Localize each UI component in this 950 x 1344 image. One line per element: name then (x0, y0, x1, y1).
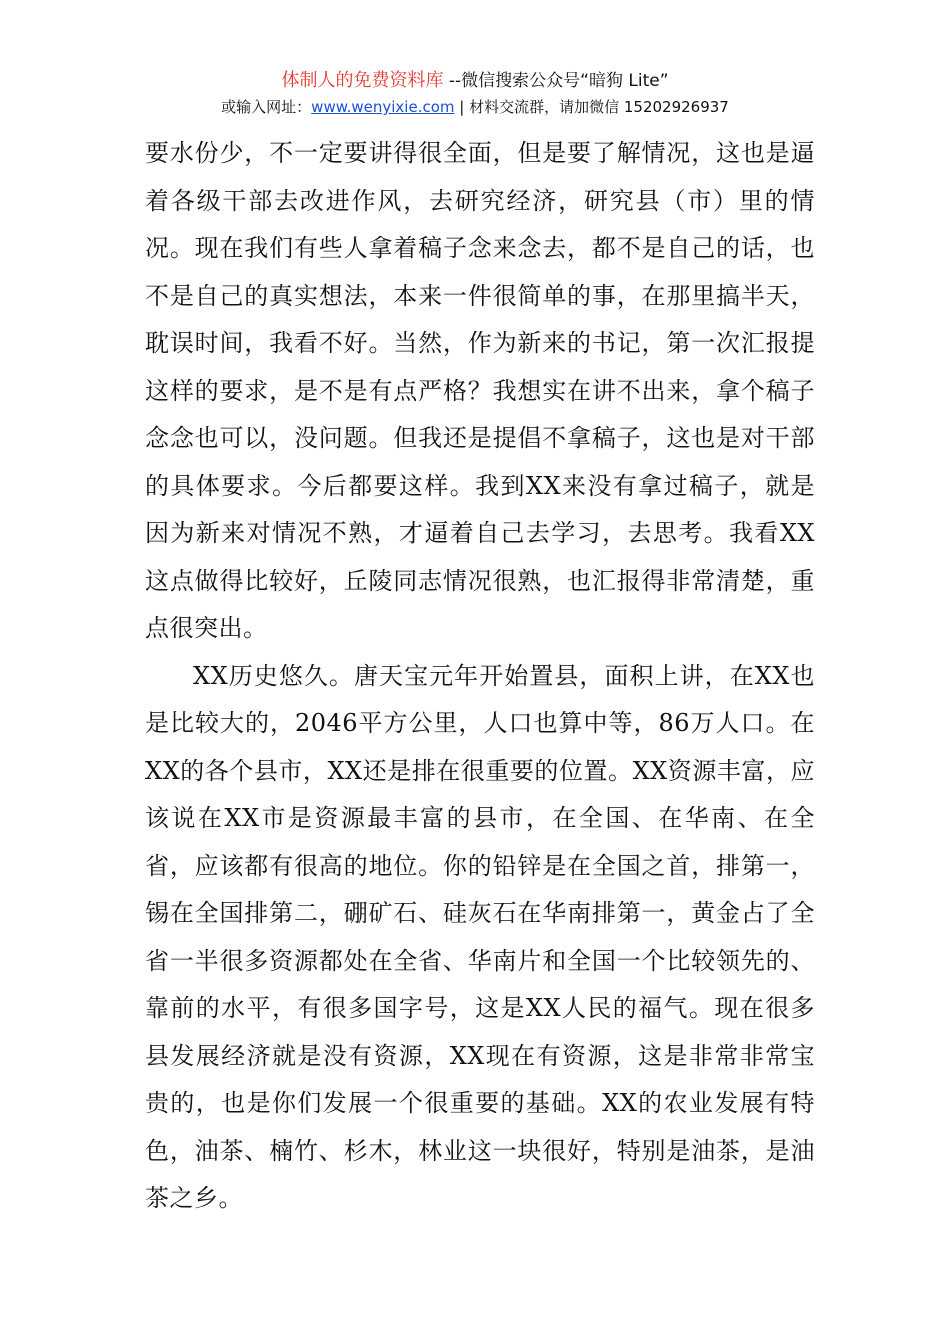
contact-info: 材料交流群，请加微信 15202926937 (469, 98, 729, 116)
url-prefix: 或输入网址： (221, 98, 312, 116)
header-line-1 (0, 68, 950, 94)
header-line-2 (0, 94, 950, 120)
brand-title: 体制人的免费资料库 (281, 70, 444, 91)
document-body (145, 130, 815, 1223)
page-header (0, 68, 950, 120)
header-tagline: --微信搜索公众号“暗狗 Lite” (448, 71, 669, 91)
header-separator: | (454, 98, 470, 116)
website-link[interactable]: www.wenyixie.com (311, 98, 455, 116)
paragraph-2: XX历史悠久。唐天宝元年开始置县，面积上讲，在XX也是比较大的，2046平方公里，人口也算中等，86万人口。在XX的各个县市，XX还是排在很重要的位置。XX资源丰富，应该说在XX市是资源最丰富的县市，在全国、在华南、在全省，应该都有很高的地位。你的铅锌是在全国之首，排第一，锡在全国排第二，硼矿石、硅灰石在华南排第一，黄金占了全省一半很多资源都处在全省、华南片和全国一个比较领先的、靠前的水平，有很多国字号，这是XX人民的福气。现在很多县发展经济就是没有资源，XX现在有资源，这是非常非常宝贵的，也是你们发展一个很重要的基础。XX的农业发展有特色，油茶、楠竹、杉木，林业这一块很好，特别是油茶，是油茶之乡。 (145, 661, 815, 1212)
paragraph-1: 要水份少，不一定要讲得很全面，但是要了解情况，这也是逼着各级干部去改进作风，去研究经济，研究县（市）里的情况。现在我们有些人拿着稿子念来念去，都不是自己的话，也不是自己的真实想法，本来一件很简单的事，在那里搞半天，耽误时间，我看不好。当然，作为新来的书记，第一次汇报提这样的要求，是不是有点严格？我想实在讲不出来，拿个稿子念念也可以，没问题。但我还是提倡不拿稿子，这也是对干部的具体要求。今后都要这样。我到XX来没有拿过稿子，就是因为新来对情况不熟，才逼着自己去学习，去思考。我看XX这点做得比较好，丘陵同志情况很熟，也汇报得非常清楚，重点很突出。 (145, 139, 815, 642)
